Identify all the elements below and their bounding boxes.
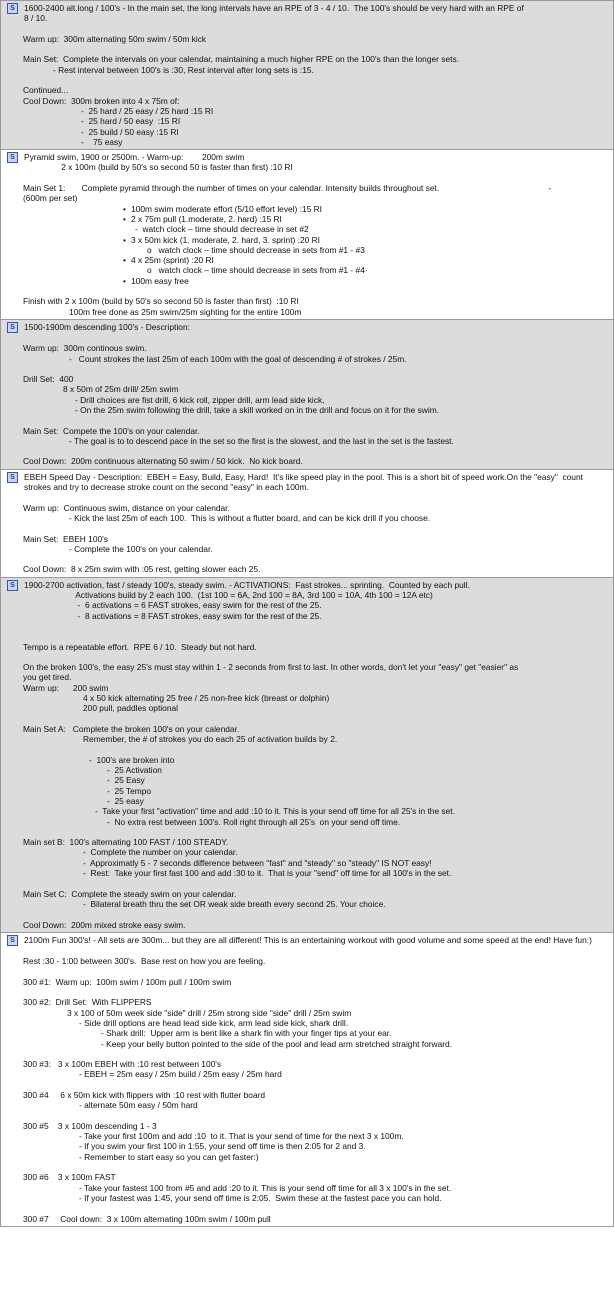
text-line: - Rest interval between 100's is :30, Rest interval after long sets is :15. (53, 64, 314, 75)
text-line: o watch clock – time should decrease in sets from #1 - #3 (147, 244, 365, 255)
workout-title (24, 152, 609, 173)
workout-title (24, 580, 609, 621)
text-line: Main Set 1: Complete pyramid through the number of times on your calendar. Intensity builds throughout set. - (23, 183, 552, 194)
workout-body (7, 946, 609, 1224)
bullet-item (23, 214, 609, 224)
text-line: - Take your first 100m and add :10 to it. That is your send of time for the next 3 x 100m. (79, 1131, 404, 1142)
text-line: Warm up: Continuous swim, distance on your calendar. (23, 502, 230, 513)
text-line (23, 173, 609, 183)
bullet-text: 100m easy free (131, 275, 189, 286)
text-line: 300 #7 Cool down: 3 x 100m alternating 100m swim / 100m pull (23, 1213, 271, 1224)
text-line: Cool Down: 300m broken into 4 x 75m of: (23, 95, 180, 106)
text-line: Cool Down: 200m continuous alternating 50 swim / 50 kick. No kick board. (23, 456, 303, 467)
text-line (23, 714, 609, 724)
text-line (23, 446, 609, 456)
text-line (23, 1111, 609, 1121)
title-line: - 6 activations = 6 FAST strokes, easy swim for the rest of the 25. (24, 600, 322, 611)
text-line: - If your fastest was 1:45, your send off time is 2:05. Swim these at the fastest pace you can hold. (79, 1192, 442, 1203)
text-line (23, 946, 609, 956)
title-line: 8 / 10. (24, 13, 48, 24)
text-line: Cool Down: 200m mixed stroke easy swim. (23, 919, 186, 930)
text-line: - watch clock – time should decrease in set #2 (135, 224, 309, 235)
text-line: you get tired. (23, 672, 72, 683)
bullet-icon: • (123, 255, 126, 266)
text-line: 300 #2: Drill Set: With FLIPPERS (23, 997, 152, 1008)
text-line (23, 909, 609, 919)
text-line: Finish with 2 x 100m (build by 50's so second 50 is faster than first) :10 RI (23, 296, 299, 307)
text-line (23, 44, 609, 54)
text-line: - Rest: Take your first fast 100 and add :30 to it. That is your "send" off time for all 100's in the set. (83, 868, 452, 879)
text-line: - 75 easy (81, 136, 123, 147)
text-line (23, 1049, 609, 1059)
bullet-icon: • (123, 203, 126, 214)
text-line: - Shark drill: Upper arm is bent like a shark fin with your finger tips at your ear. (101, 1028, 392, 1039)
text-line: 4 x 50 kick alternating 25 free / 25 non-free kick (breast or dolphin) (83, 693, 330, 703)
text-line (23, 24, 609, 34)
text-line: Main Set: Complete the intervals on your calendar, maintaining a much higher RPE on the 100's than the longer sets. (23, 54, 459, 65)
text-line: - Side drill options are head lead side kick, arm lead side kick, shark drill. (79, 1017, 349, 1028)
text-line: 100m free done as 25m swim/25m sighting for the entire 100m (69, 306, 302, 317)
text-line: - Complete the number on your calendar. (83, 847, 238, 858)
text-line: - Complete the 100's on your calendar. (69, 543, 213, 554)
workout-header (7, 3, 609, 24)
text-line (23, 415, 609, 425)
title-line: 1600-2400 alt.long / 100's - In the main set, the long intervals have an RPE of 3 - 4 / 10. The 100's should be very hard with an RPE of (24, 3, 524, 13)
text-line (23, 987, 609, 997)
text-line: 300 #3: 3 x 100m EBEH with :10 rest between 100's (23, 1059, 222, 1070)
text-line (23, 878, 609, 888)
text-line: - On the 25m swim following the drill, take a skill worked on in the drill and focus on it for the swim. (75, 404, 440, 415)
document-icon[interactable]: S (7, 935, 18, 946)
text-line: - Count strokes the last 25m of each 100m with the goal of descending # of strokes / 25m. (69, 353, 407, 364)
text-line: Main set B: 100's alternating 100 FAST / 100 STEADY. (23, 837, 229, 848)
text-line: Cool Down: 8 x 25m swim with :05 rest, getting slower each 25. (23, 564, 261, 575)
workout-body (7, 492, 609, 574)
text-line: 300 #1: Warm up: 100m swim / 100m pull / 100m swim (23, 976, 232, 987)
text-line: - Keep your belly button pointed to the side of the pool and lead arm stretched straight forward. (101, 1038, 453, 1049)
text-line: Rest :30 - 1:00 between 300's. Base rest on how you are feeling. (23, 956, 266, 967)
workout-block (1, 319, 613, 469)
text-line: 300 #6 3 x 100m FAST (23, 1172, 116, 1183)
text-line: 300 #5 3 x 100m descending 1 - 3 (23, 1120, 157, 1131)
document-icon[interactable]: S (7, 322, 18, 333)
workout-block (1, 932, 613, 1227)
workout-body (7, 621, 609, 930)
text-line: (600m per set) (23, 193, 78, 204)
title-line: 1500-1900m descending 100's - Description: (24, 321, 190, 332)
text-line (23, 1203, 609, 1213)
title-line: Pyramid swim, 1900 or 2500m. - Warm-up: 200m swim (24, 152, 245, 163)
text-line: - 25 Easy (107, 775, 145, 786)
text-line (23, 631, 609, 641)
text-line: - 25 easy (107, 795, 144, 806)
workout-header (7, 580, 609, 621)
text-line (23, 333, 609, 343)
workout-header (7, 322, 609, 333)
bullet-icon: • (123, 275, 126, 286)
text-line: Main Set: Compete the 100's on your calendar. (23, 425, 200, 436)
workout-block (1, 469, 613, 577)
text-line: - 25 build / 50 easy :15 RI (81, 126, 179, 137)
text-line: Warm up: 300m continous swim. (23, 343, 147, 354)
text-line: On the broken 100's, the easy 25's must stay within 1 - 2 seconds from first to last. In other words, don't let your "easy" get "easier" as (23, 662, 519, 673)
text-line (23, 652, 609, 662)
text-line: 300 #4 6 x 50m kick with flippers with :10 rest with flutter board (23, 1089, 266, 1100)
text-line: Remember, the # of strokes you do each 25 of activation builds by 2. (83, 734, 338, 745)
text-line: Tempo is a repeatable effort. RPE 6 / 10. Steady but not hard. (23, 641, 257, 652)
workout-body (7, 333, 609, 467)
title-line: 2100m Fun 300's! - All sets are 300m... but they are all different! This is an entertaining workout with good volume and some speed at the end! Have fun:) (24, 934, 592, 945)
bullet-text: 100m swim moderate effort (5/10 effort level) :15 RI (131, 203, 323, 214)
text-line: - Approximatly 5 - 7 seconds difference between "fast" and "steady" so "steady" IS NOT easy! (83, 857, 432, 868)
text-line (23, 744, 609, 754)
text-line: Warm up: 300m alternating 50m swim / 50m kick (23, 33, 207, 44)
text-line: - Remember to start easy so you can get faster:) (79, 1151, 259, 1162)
text-line: 8 x 50m of 25m drill/ 25m swim (63, 384, 179, 395)
bullet-item (23, 235, 609, 245)
workout-title (24, 935, 609, 945)
bullet-item (23, 255, 609, 265)
text-line: Continued... (23, 85, 69, 96)
workout-header (7, 472, 609, 493)
title-line: 1900-2700 activation, fast / steady 100's, steady swim. - ACTIVATIONS: Fast strokes... sprinting. Counted by each pull. (24, 579, 470, 590)
document-icon[interactable]: S (7, 152, 18, 163)
text-line: - 100's are broken into (89, 754, 175, 765)
text-line: - Drill choices are fist drill, 6 kick roll, zipper drill, arm lead side kick, (75, 394, 325, 405)
document-icon[interactable]: S (7, 580, 18, 591)
title-line: - 8 activations = 8 FAST strokes, easy swim for the rest of the 25. (24, 610, 322, 621)
text-line: - Kick the last 25m of each 100. This is without a flutter board, and can be kick drill if you choose. (69, 512, 431, 523)
text-line: Main Set C: Complete the steady swim on your calendar. (23, 888, 237, 899)
text-line (23, 621, 609, 631)
text-line: - EBEH = 25m easy / 25m build / 25m easy / 25m hard (79, 1069, 282, 1080)
title-line: Activations build by 2 each 100. (1st 100 = 6A, 2nd 100 = 8A, 3rd 100 = 10A, 4th 100 = 12A etc) (24, 590, 433, 601)
text-line: - Bilateral breath thru the set OR weak side breath every second 25. Your choice. (83, 898, 386, 909)
bullet-text: 4 x 25m (sprint) :20 RI (131, 255, 214, 266)
bullet-icon: • (123, 213, 126, 224)
text-line (23, 364, 609, 374)
bullet-icon: • (123, 234, 126, 245)
workout-body (7, 24, 609, 148)
bullet-text: 3 x 50m kick (1. moderate, 2. hard, 3. sprint) :20 RI (131, 234, 320, 245)
text-line: - alternate 50m easy / 50m hard (79, 1100, 198, 1111)
text-line: Main Set A: Complete the broken 100's on your calendar. (23, 723, 240, 734)
text-line: o watch clock – time should decrease in sets from #1 - #4· (147, 265, 368, 276)
title-line: EBEH Speed Day - Description: EBEH = Easy, Build, Easy, Hard! It's like speed play in the pool. This is a short bit of speed work.On the "easy" count strokes and try to decrease stroke count on the second "easy" in each 100m. (24, 471, 586, 493)
text-line (23, 1162, 609, 1172)
text-line: - If you swim your first 100 in 1:55, your send off time is then 2:05 for 2 and 3. (79, 1141, 366, 1152)
bullet-item (23, 204, 609, 214)
text-line (23, 75, 609, 85)
workout-block (1, 149, 613, 319)
workout-title (24, 472, 609, 493)
workout-title (24, 3, 609, 24)
workout-block (1, 577, 613, 932)
text-line: - The goal is to to descend pace in the set so the first is the slowest, and the last in the set is the fastest. (69, 435, 454, 446)
text-line (23, 286, 609, 296)
workout-header (7, 152, 609, 173)
text-line: Warm up: 200 swim (23, 682, 109, 693)
text-line (23, 966, 609, 976)
workout-header (7, 935, 609, 946)
workout-title (24, 322, 609, 332)
text-line: Drill Set: 400 (23, 374, 74, 385)
text-line: - No extra rest between 100's. Roll right through all 25's on your send off time. (107, 816, 401, 827)
text-line: - 25 Tempo (107, 785, 152, 796)
text-line: - Take your fastest 100 from #5 and add :20 to it. This is your send off time for all 3 x 100's in the set. (79, 1182, 452, 1193)
text-line: - Take your first "activation" time and add :10 to it. This is your send off time for all 25's in the set. (95, 806, 455, 817)
text-line: - 25 hard / 25 easy / 25 hard :15 RI (81, 105, 214, 116)
document-icon[interactable]: S (7, 472, 18, 483)
title-line: 2 x 100m (build by 50's so second 50 is faster than first) :10 RI (24, 162, 293, 173)
text-line: 200 pull, paddles optional (83, 703, 178, 714)
text-line (23, 1080, 609, 1090)
text-line (23, 523, 609, 533)
text-line (23, 827, 609, 837)
workout-body (7, 173, 609, 317)
bullet-text: 2 x 75m pull (1.moderate, 2. hard) :15 RI (131, 213, 282, 224)
text-line: - 25 Activation (107, 765, 162, 776)
text-line: Main Set: EBEH 100's (23, 533, 108, 544)
workout-block (1, 0, 613, 149)
text-line: - 25 hard / 50 easy :15 RI (81, 116, 181, 127)
text-line (23, 554, 609, 564)
document-icon[interactable]: S (7, 3, 18, 14)
text-line: 3 x 100 of 50m week side "side" drill / 25m strong side "side" drill / 25m swim (67, 1007, 352, 1018)
bullet-item (23, 276, 609, 286)
text-line (23, 492, 609, 502)
